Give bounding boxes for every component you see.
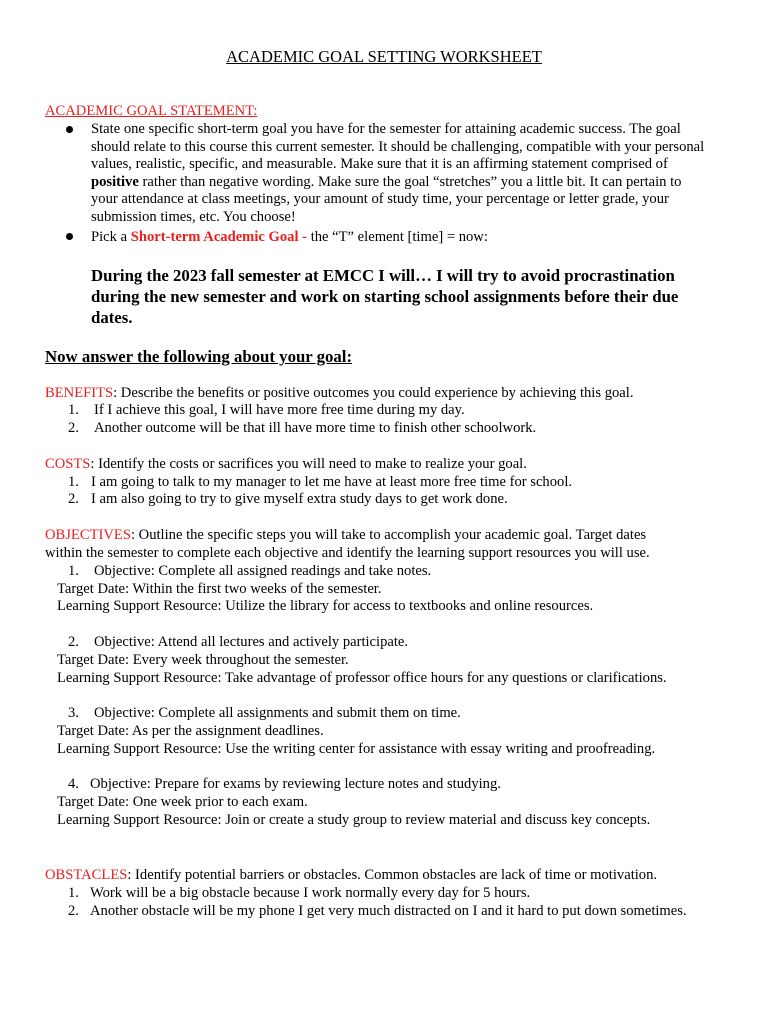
objective-target-date: Target Date: One week prior to each exam. <box>57 794 308 810</box>
pick-prefix: Pick a <box>91 229 131 245</box>
list-item-number: 2. <box>68 491 79 507</box>
instructions-text: State one specific short-term goal you have for the semester for attaining academic success. The goal should relate to this course this current semester. It should be challenging, compatible with your personal values, realistic, specific, and measurable. Make sure that it is an affirming statement comprised of <box>91 121 705 173</box>
objective-item: Objective: Prepare for exams by reviewing lecture notes and studying. <box>90 776 501 792</box>
benefits-label: BENEFITS <box>45 385 114 401</box>
goal-statement-heading: ACADEMIC GOAL STATEMENT: <box>45 103 258 119</box>
list-item-number: 1. <box>68 885 79 901</box>
list-item-number: 1. <box>68 402 79 418</box>
instructions-text-rest: rather than negative wording. Make sure the goal “stretches” you a little bit. It can pertain to your attendance at class meetings, your amount of study time, your percentage or letter grade, your submission times, etc. You choose! <box>91 173 682 225</box>
pick-goal-line <box>91 229 711 247</box>
objective-item: Objective: Complete all assignments and submit them on time. <box>94 705 461 721</box>
answer-heading: Now answer the following about your goal: <box>45 347 353 366</box>
list-item-number: 2. <box>68 420 79 436</box>
bullet-icon <box>66 233 73 240</box>
benefits-description: : Describe the benefits or positive outcomes you could experience by achieving this goal. <box>113 385 634 401</box>
costs-section-header <box>45 456 527 474</box>
obstacles-label: OBSTACLES <box>45 867 128 883</box>
obstacle-item: Work will be a big obstacle because I work normally every day for 5 hours. <box>90 885 531 901</box>
pick-suffix: the “T” element [time] = now: <box>310 229 488 245</box>
page-title: ACADEMIC GOAL SETTING WORKSHEET <box>226 47 542 66</box>
benefits-section-header <box>45 385 633 403</box>
objectives-description: : Outline the specific steps you will take to accomplish your academic goal. Target dates <box>130 527 647 543</box>
objective-resource: Learning Support Resource: Use the writing center for assistance with essay writing and proofreading. <box>57 741 656 757</box>
objective-item: Objective: Attend all lectures and actively participate. <box>94 634 409 650</box>
positive-emphasis: positive <box>91 173 139 190</box>
bullet-icon <box>66 126 73 133</box>
list-item-number: 2. <box>68 903 79 919</box>
objectives-description-cont: within the semester to complete each objective and identify the learning support resources you will use. <box>45 545 650 561</box>
objective-target-date: Target Date: As per the assignment deadlines. <box>57 723 324 739</box>
objectives-section-header <box>45 527 646 545</box>
objective-resource: Learning Support Resource: Utilize the library for access to textbooks and online resources. <box>57 598 594 614</box>
benefit-item: If I achieve this goal, I will have more free time during my day. <box>94 402 465 418</box>
objective-resource: Learning Support Resource: Join or create a study group to review material and discuss key concepts. <box>57 812 651 828</box>
objective-target-date: Target Date: Every week throughout the semester. <box>57 652 349 668</box>
list-item-number: 2. <box>68 634 79 650</box>
objective-item: Objective: Complete all assigned readings and take notes. <box>94 563 432 579</box>
short-term-goal-label: Short-term Academic Goal - <box>130 229 311 245</box>
cost-item: I am going to talk to my manager to let me have at least more free time for school. <box>91 474 573 490</box>
obstacles-section-header <box>45 867 657 885</box>
list-item-number: 3. <box>68 705 79 721</box>
costs-description: : Identify the costs or sacrifices you will need to make to realize your goal. <box>90 456 527 472</box>
objective-resource: Learning Support Resource: Take advantage of professor office hours for any questions or clarifications. <box>57 670 667 686</box>
costs-label: COSTS <box>45 456 91 472</box>
cost-item: I am also going to try to give myself extra study days to get work done. <box>91 491 508 507</box>
objective-target-date: Target Date: Within the first two weeks of the semester. <box>57 581 382 597</box>
obstacle-item: Another obstacle will be my phone I get very much distracted on I and it hard to put down sometimes. <box>90 903 687 919</box>
list-item-number: 1. <box>68 474 79 490</box>
goal-instructions <box>91 121 711 227</box>
goal-text: During the 2023 fall semester at EMCC I will… I will try to avoid procrastination during the new semester and work on starting school assignments before their due dates. <box>91 266 679 327</box>
obstacles-description: : Identify potential barriers or obstacles. Common obstacles are lack of time or motivation. <box>127 867 658 883</box>
benefit-item: Another outcome will be that ill have more time to finish other schoolwork. <box>94 420 537 436</box>
objectives-label: OBJECTIVES <box>45 527 131 543</box>
list-item-number: 1. <box>68 563 79 579</box>
list-item-number: 4. <box>68 776 79 792</box>
